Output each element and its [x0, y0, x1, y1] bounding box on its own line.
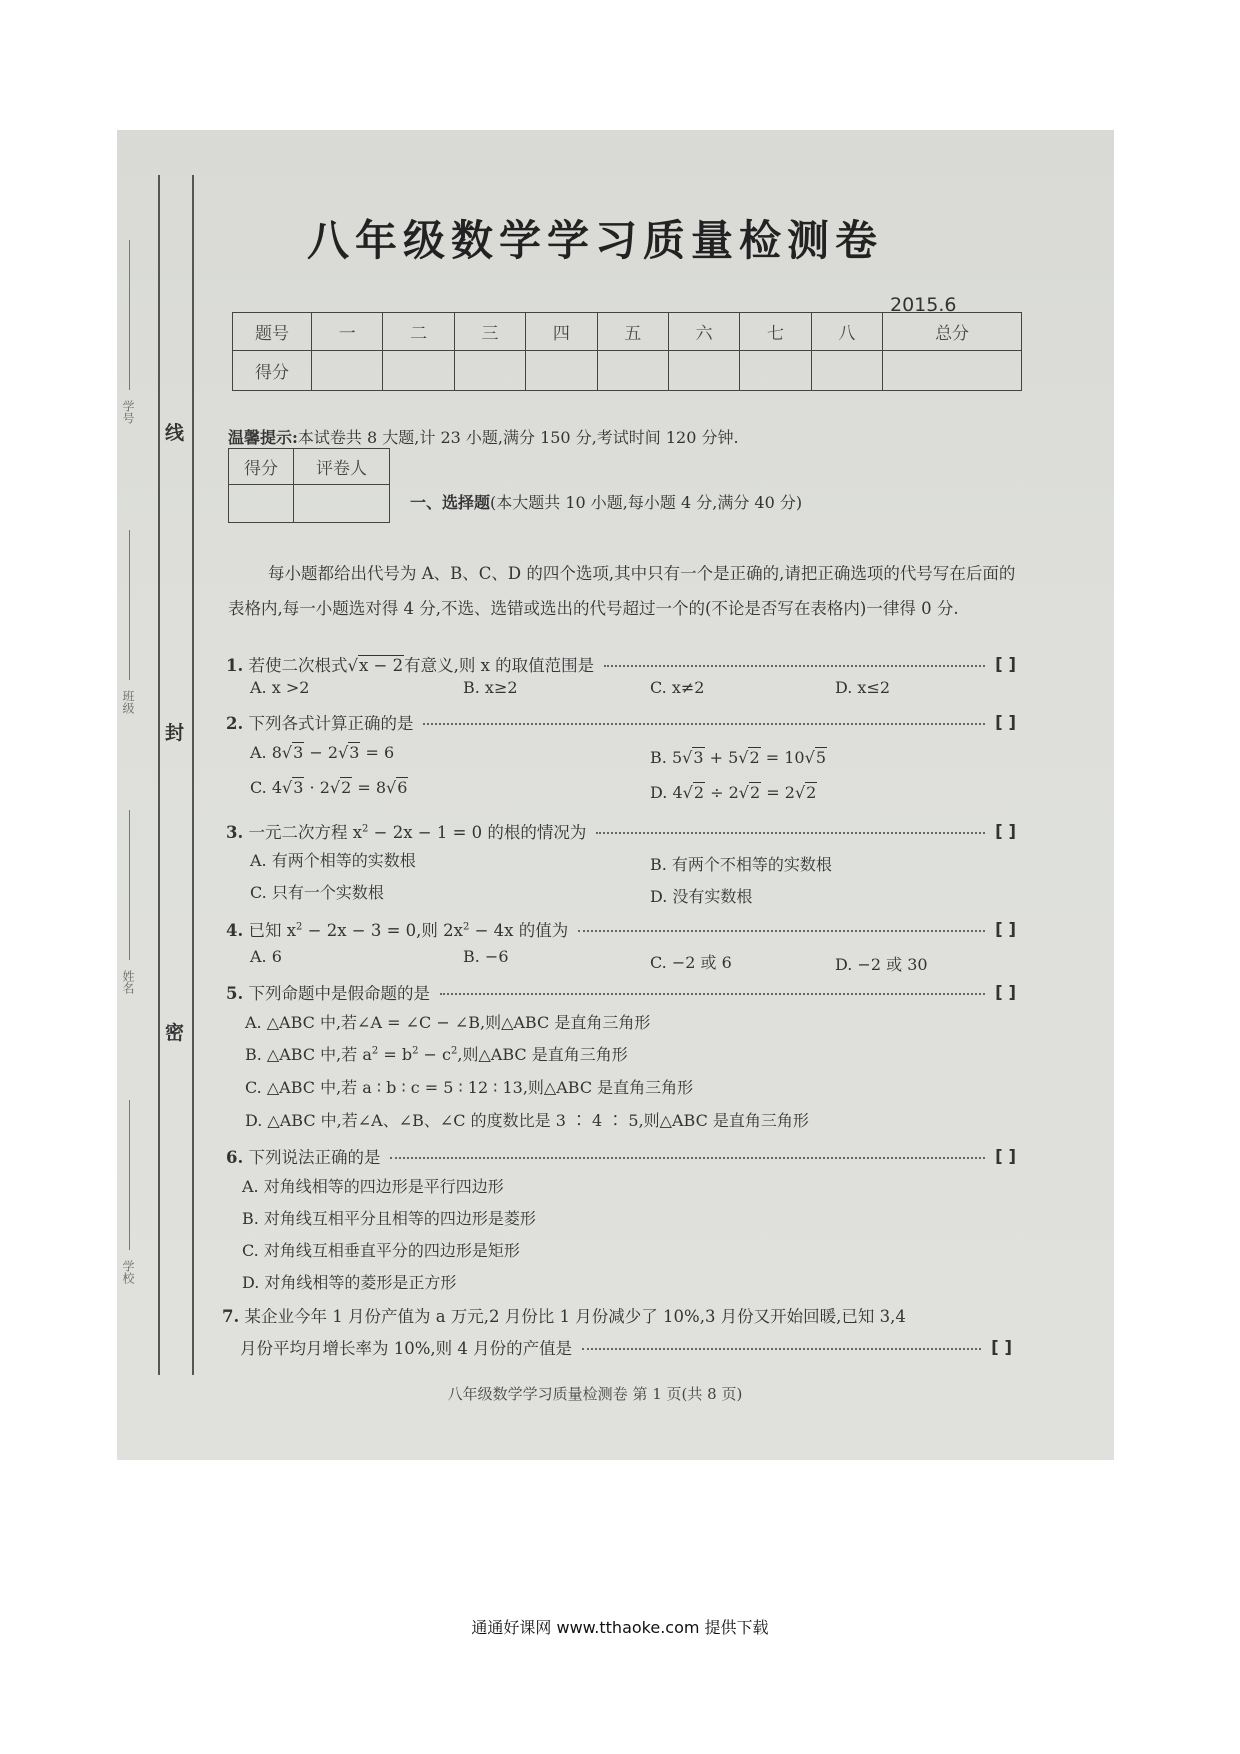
- q2-option-b[interactable]: B. 5√3 + 5√2 = 10√5: [650, 748, 826, 767]
- section-1-note: (本大题共 10 小题,每小题 4 分,满分 40 分): [490, 493, 803, 512]
- exam-tip: [228, 425, 739, 448]
- answer-bracket[interactable]: [ ]: [991, 1337, 1012, 1357]
- tip-label: 温馨提示:: [228, 428, 298, 447]
- exponent: 2: [451, 1045, 458, 1057]
- q3-option-a[interactable]: A. 有两个相等的实数根: [250, 851, 416, 870]
- q6-option-a[interactable]: A. 对角线相等的四边形是平行四边形: [242, 1177, 504, 1196]
- q2-a-label: A.: [250, 743, 267, 762]
- q2-d-end: = 2: [761, 783, 795, 802]
- q2-d-label: D.: [650, 783, 668, 802]
- download-credit: 通通好课网 www.tthaoke.com 提供下载: [471, 1618, 769, 1637]
- q1-option-c[interactable]: C. x≠2: [650, 678, 705, 697]
- field-class-blank: [129, 530, 130, 680]
- q2-b-rad2: 2: [749, 748, 760, 767]
- score-cell[interactable]: [811, 351, 882, 391]
- question-3-text-a: 一元二次方程 x: [248, 823, 363, 842]
- answer-bracket[interactable]: [ ]: [995, 821, 1016, 841]
- score-cell[interactable]: [597, 351, 668, 391]
- question-3-text-b: − 2x − 1 = 0 的根的情况为: [368, 823, 587, 842]
- q1-option-b[interactable]: B. x≥2: [463, 678, 518, 697]
- question-2-text: 下列各式计算正确的是: [248, 714, 414, 733]
- question-1: [226, 652, 1016, 676]
- q5-option-c[interactable]: C. △ABC 中,若 a ∶ b ∶ c = 5 ∶ 12 ∶ 13,则△ABC 是直角三角形: [245, 1078, 694, 1097]
- q5-option-a[interactable]: A. △ABC 中,若∠A = ∠C − ∠B,则△ABC 是直角三角形: [245, 1013, 651, 1032]
- q2-d-mid: ÷ 2: [705, 783, 739, 802]
- exam-title: 八年级数学学习质量检测卷: [306, 216, 883, 265]
- question-1-text-b: 有意义,则 x 的取值范围是: [404, 656, 595, 675]
- col-header-7: 七: [740, 313, 811, 351]
- question-7-text-2: 月份平均月增长率为 10%,则 4 月份的产值是: [240, 1339, 573, 1358]
- grader-score-cell[interactable]: [229, 485, 294, 523]
- field-school: 学校: [121, 1260, 135, 1284]
- field-name-blank: [129, 810, 130, 960]
- q5-b-text-a: B. △ABC 中,若 a: [245, 1045, 372, 1064]
- q2-b-end: = 10: [760, 748, 805, 767]
- grader-name-cell[interactable]: [294, 485, 390, 523]
- field-class: 班级: [121, 690, 135, 714]
- question-6: [226, 1144, 1016, 1168]
- exam-date: 2015.6: [890, 294, 957, 316]
- question-4-number: 4.: [226, 921, 244, 940]
- q2-option-a[interactable]: A. 8√3 − 2√3 = 6: [250, 743, 395, 762]
- question-3-stem: [226, 819, 586, 843]
- question-4-stem: [226, 917, 568, 941]
- question-7-text-1: 某企业今年 1 月份产值为 a 万元,2 月份比 1 月份减少了 10%,3 月份又开始回暖,已知 3,4: [244, 1307, 906, 1326]
- binding-line-outer: [158, 175, 160, 1375]
- q2-a-mid: − 2: [304, 743, 339, 762]
- question-3-number: 3.: [226, 823, 244, 842]
- q2-c-rad2: 2: [341, 778, 352, 797]
- exponent: 2: [462, 921, 470, 933]
- leader-dots: [390, 1157, 985, 1159]
- q2-a-coef: 8: [271, 743, 282, 762]
- question-2: [226, 710, 1016, 734]
- q2-c-rad3: 6: [397, 778, 408, 797]
- q5-option-b[interactable]: [245, 1042, 628, 1065]
- question-6-number: 6.: [226, 1148, 244, 1167]
- question-7-stem-1: [222, 1303, 906, 1327]
- q2-a-rad2: 3: [349, 743, 360, 762]
- tip-text: 本试卷共 8 大题,计 23 小题,满分 150 分,考试时间 120 分钟.: [297, 428, 739, 447]
- q6-option-d[interactable]: D. 对角线相等的菱形是正方形: [242, 1273, 457, 1292]
- q2-a-end: = 6: [360, 743, 395, 762]
- question-5-stem: [226, 980, 430, 1004]
- col-header-8: 八: [811, 313, 882, 351]
- exponent: 2: [371, 1045, 379, 1057]
- q2-option-c[interactable]: C. 4√3 · 2√2 = 8√6: [250, 778, 408, 797]
- q2-c-rad1: 3: [293, 778, 304, 797]
- question-4: [226, 917, 1016, 941]
- col-header-total: 总分: [883, 313, 1022, 351]
- seal-seal: 封: [165, 722, 185, 744]
- q1-option-a[interactable]: A. x >2: [250, 678, 310, 697]
- question-7-number: 7.: [222, 1307, 240, 1326]
- q2-d-rad2: 2: [749, 783, 761, 802]
- score-cell[interactable]: [454, 351, 525, 391]
- q2-option-d[interactable]: D. 4√2 ÷ 2√2 = 2√2: [650, 783, 817, 802]
- question-3: [226, 819, 1016, 843]
- question-1-radicand: x − 2: [359, 656, 404, 675]
- answer-bracket[interactable]: [ ]: [995, 654, 1016, 674]
- question-7-line-1: [222, 1303, 1012, 1327]
- col-header-5: 五: [597, 313, 668, 351]
- q2-c-mid: · 2: [304, 778, 330, 797]
- question-6-stem: [226, 1144, 380, 1168]
- q2-a-rad1: 3: [293, 743, 304, 762]
- seal-line: 线: [165, 422, 185, 444]
- exponent: 2: [412, 1045, 419, 1057]
- question-2-stem: [226, 710, 413, 734]
- question-4-text-a: 已知 x: [248, 921, 297, 940]
- question-5: [226, 980, 1016, 1004]
- q2-c-end: = 8: [352, 778, 387, 797]
- q4-option-c[interactable]: C. −2 或 6: [650, 953, 732, 972]
- q2-b-rad1: 3: [693, 748, 704, 767]
- leader-dots: [440, 993, 985, 995]
- col-header-6: 六: [668, 313, 739, 351]
- col-header-4: 四: [526, 313, 597, 351]
- score-cell[interactable]: [668, 351, 739, 391]
- score-cell[interactable]: [740, 351, 811, 391]
- score-cell[interactable]: [883, 351, 1022, 391]
- q4-option-a[interactable]: A. 6: [250, 947, 282, 966]
- q3-option-d[interactable]: D. 没有实数根: [650, 887, 753, 906]
- score-table: [232, 312, 1022, 391]
- section-1-instructions: 每小题都给出代号为 A、B、C、D 的四个选项,其中只有一个是正确的,请把正确选项的代号写在后面的表格内,每一小题选对得 4 分,不选、选错或选出的代号超过一个的(不论是否写在表格内)一律得 0 分.: [228, 564, 1016, 618]
- q2-b-coef: 5: [671, 748, 683, 767]
- field-student-id-blank: [129, 240, 130, 390]
- q6-option-c[interactable]: C. 对角线互相垂直平分的四边形是矩形: [242, 1241, 520, 1260]
- question-4-text-b: − 2x − 3 = 0,则 2x: [302, 921, 463, 940]
- q2-d-coef: 4: [672, 783, 683, 802]
- q2-d-rad3: 2: [806, 783, 817, 802]
- q2-b-label: B.: [650, 748, 667, 767]
- seal-secret: 密: [165, 1022, 185, 1044]
- col-header-1: 一: [312, 313, 383, 351]
- exponent: 2: [296, 921, 303, 933]
- answer-bracket[interactable]: [ ]: [995, 712, 1016, 732]
- page-footer: 八年级数学学习质量检测卷 第 1 页(共 8 页): [447, 1385, 743, 1403]
- section-1-title: 一、选择题: [410, 493, 491, 512]
- exponent: 2: [362, 823, 369, 835]
- score-cell[interactable]: [526, 351, 597, 391]
- q2-d-rad1: 2: [693, 783, 705, 802]
- leader-dots: [596, 832, 985, 834]
- q6-option-b[interactable]: B. 对角线互相平分且相等的四边形是菱形: [242, 1209, 536, 1228]
- answer-bracket[interactable]: [ ]: [995, 982, 1016, 1002]
- q5-b-text-c: − c: [418, 1045, 452, 1064]
- question-1-number: 1.: [226, 656, 244, 675]
- answer-bracket[interactable]: [ ]: [995, 1146, 1016, 1166]
- q3-option-c[interactable]: C. 只有一个实数根: [250, 883, 384, 902]
- row-label-score: 得分: [233, 351, 312, 391]
- q2-c-coef: 4: [271, 778, 283, 797]
- row-label-question-no: 题号: [233, 313, 312, 351]
- answer-bracket[interactable]: [ ]: [995, 919, 1016, 939]
- q5-b-text-b: = b: [378, 1045, 413, 1064]
- col-header-2: 二: [383, 313, 454, 351]
- section-1-heading: [410, 490, 802, 513]
- q1-option-d[interactable]: D. x≤2: [835, 678, 891, 697]
- leader-dots: [604, 665, 985, 667]
- q3-option-b[interactable]: B. 有两个不相等的实数根: [650, 855, 832, 874]
- q2-b-mid: + 5: [704, 748, 739, 767]
- question-1-text-a: 若使二次根式: [248, 656, 348, 675]
- q4-option-b[interactable]: B. −6: [463, 947, 509, 966]
- question-4-text-c: − 4x 的值为: [469, 921, 569, 940]
- question-2-number: 2.: [226, 714, 244, 733]
- question-1-stem: 1. 若使二次根式√x − 2有意义,则 x 的取值范围是: [226, 656, 595, 675]
- col-header-3: 三: [454, 313, 525, 351]
- q5-b-text-d: ,则△ABC 是直角三角形: [457, 1045, 628, 1064]
- field-name: 姓名: [121, 970, 135, 994]
- question-7-line-2: [240, 1335, 1012, 1359]
- question-5-text: 下列命题中是假命题的是: [248, 984, 430, 1003]
- q2-c-label: C.: [250, 778, 267, 797]
- grader-box: [228, 448, 390, 523]
- field-student-id: 学号: [121, 400, 135, 424]
- field-school-blank: [129, 1100, 130, 1250]
- question-5-number: 5.: [226, 984, 244, 1003]
- score-cell[interactable]: [312, 351, 383, 391]
- binding-line-inner: [192, 175, 194, 1375]
- leader-dots: [582, 1348, 981, 1350]
- leader-dots: [578, 930, 985, 932]
- question-6-text: 下列说法正确的是: [248, 1148, 381, 1167]
- score-cell[interactable]: [383, 351, 454, 391]
- grader-label: 评卷人: [294, 449, 390, 485]
- leader-dots: [423, 723, 985, 725]
- grader-score-label: 得分: [229, 449, 294, 485]
- q5-option-d[interactable]: D. △ABC 中,若∠A、∠B、∠C 的度数比是 3 ∶ 4 ∶ 5,则△ABC 是直角三角形: [245, 1111, 809, 1130]
- q2-b-rad3: 5: [815, 748, 826, 767]
- q4-option-d[interactable]: D. −2 或 30: [835, 955, 928, 974]
